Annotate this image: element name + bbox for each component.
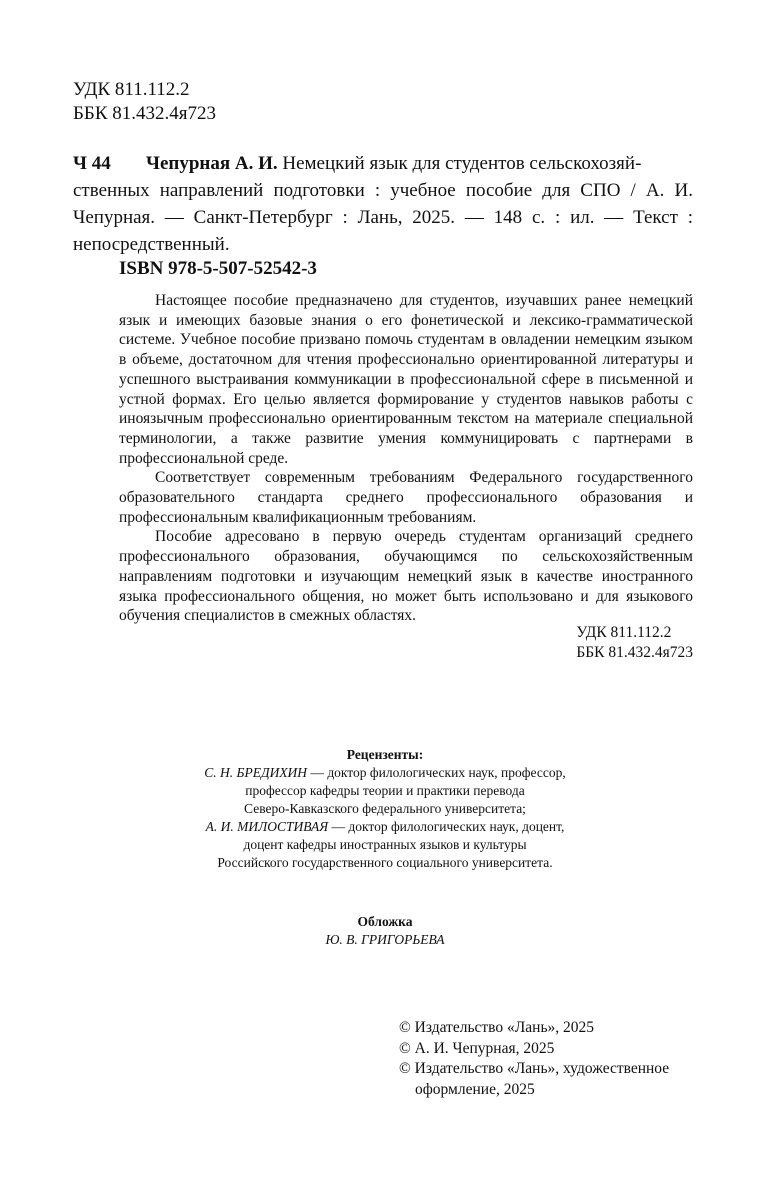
reviewer-2-position: доцент кафедры иностранных языков и культуры: [243, 837, 527, 852]
copyright-line: © Издательство «Лань», художественное: [399, 1060, 670, 1077]
isbn: ISBN 978-5-507-52542-3: [119, 258, 317, 279]
reviewer-2-affiliation: Российского государственного социального университета.: [217, 855, 553, 870]
copyright-line: © А. И. Чепурная, 2025: [399, 1039, 555, 1057]
bibliographic-description: ственных направлений подготовки : учебное пособие для СПО / А. И. Чепурная. — Санкт-Петербург : Лань, 2025. — 148 с. : ил. — Текст : непосредственный.: [73, 180, 693, 255]
abstract-paragraph: Соответствует современным требованиям Федерального государственного образовательного стандарта среднего профессионального образования и профессиональным квалификационным требованиям.: [119, 469, 693, 526]
abstract-paragraph: Пособие адресовано в первую очередь студентам организаций среднего профессионального образования, обучающимся по сельскохозяйственным направлениям подготовки и изучающим немецкий язык в качестве иностранного языка профессионального общения, но может быть использовано и для языкового обучения специалистов в смежных областях.: [119, 528, 693, 625]
bibliographic-description-first-line: [146, 150, 693, 177]
reviewer-1-position: профессор кафедры теории и практики перевода: [245, 783, 525, 798]
classification-header: [73, 78, 216, 126]
copyright-line: © Издательство «Лань», 2025: [399, 1019, 595, 1036]
bibliographic-entry: [73, 150, 693, 258]
classification-footer: [576, 623, 693, 663]
cover-designer: Ю. В. ГРИГОРЬЕВА: [325, 932, 445, 947]
abstract: [119, 291, 693, 626]
title-start: Немецкий язык для студентов сельскохозяй-: [277, 153, 642, 174]
copyright-block: [399, 1018, 669, 1100]
reviewer-1-title: — доктор филологических наук, профессор,: [307, 765, 566, 780]
bbk-code: ББК 81.432.4я723: [73, 103, 216, 124]
reviewer-2: [150, 818, 620, 836]
author-mark: Ч 44: [73, 153, 111, 174]
author-name: Чепурная А. И.: [146, 153, 278, 174]
udk-code-repeat: УДК 811.112.2: [576, 624, 672, 641]
reviewers-block: [150, 746, 620, 872]
udk-code: УДК 811.112.2: [73, 79, 190, 100]
reviewer-1-name: С. Н. БРЕДИХИН: [204, 765, 308, 780]
reviewer-2-title: — доктор филологических наук, доцент,: [328, 819, 565, 834]
cover-credit: [150, 913, 620, 949]
cover-heading: Обложка: [357, 914, 413, 929]
copyright-line-continued: оформление, 2025: [415, 1080, 535, 1098]
reviewer-2-name: А. И. МИЛОСТИВАЯ: [205, 819, 329, 834]
reviewer-1-affiliation: Северо-Кавказского федерального университета;: [244, 801, 526, 816]
reviewer-1: [150, 764, 620, 782]
bbk-code-repeat: ББК 81.432.4я723: [576, 644, 693, 661]
abstract-paragraph: Настоящее пособие предназначено для студентов, изучавших ранее немецкий язык и имеющих базовые знания о его фонетической и лексико-грамматической системе. Учебное пособие призвано помочь студентам в овладении немецким языком в объеме, достаточном для чтения профессионально ориентированной литературы и успешного выстраивания коммуникации в профессиональной сфере в письменной и устной формах. Его целью является формирование у студентов навыков работы с иноязычным профессионально ориентированным текстом на материале специальной терминологии, а также развитие умения коммуницировать с партнерами в профессиональной среде.: [119, 292, 693, 467]
reviewers-heading: Рецензенты:: [346, 747, 424, 762]
